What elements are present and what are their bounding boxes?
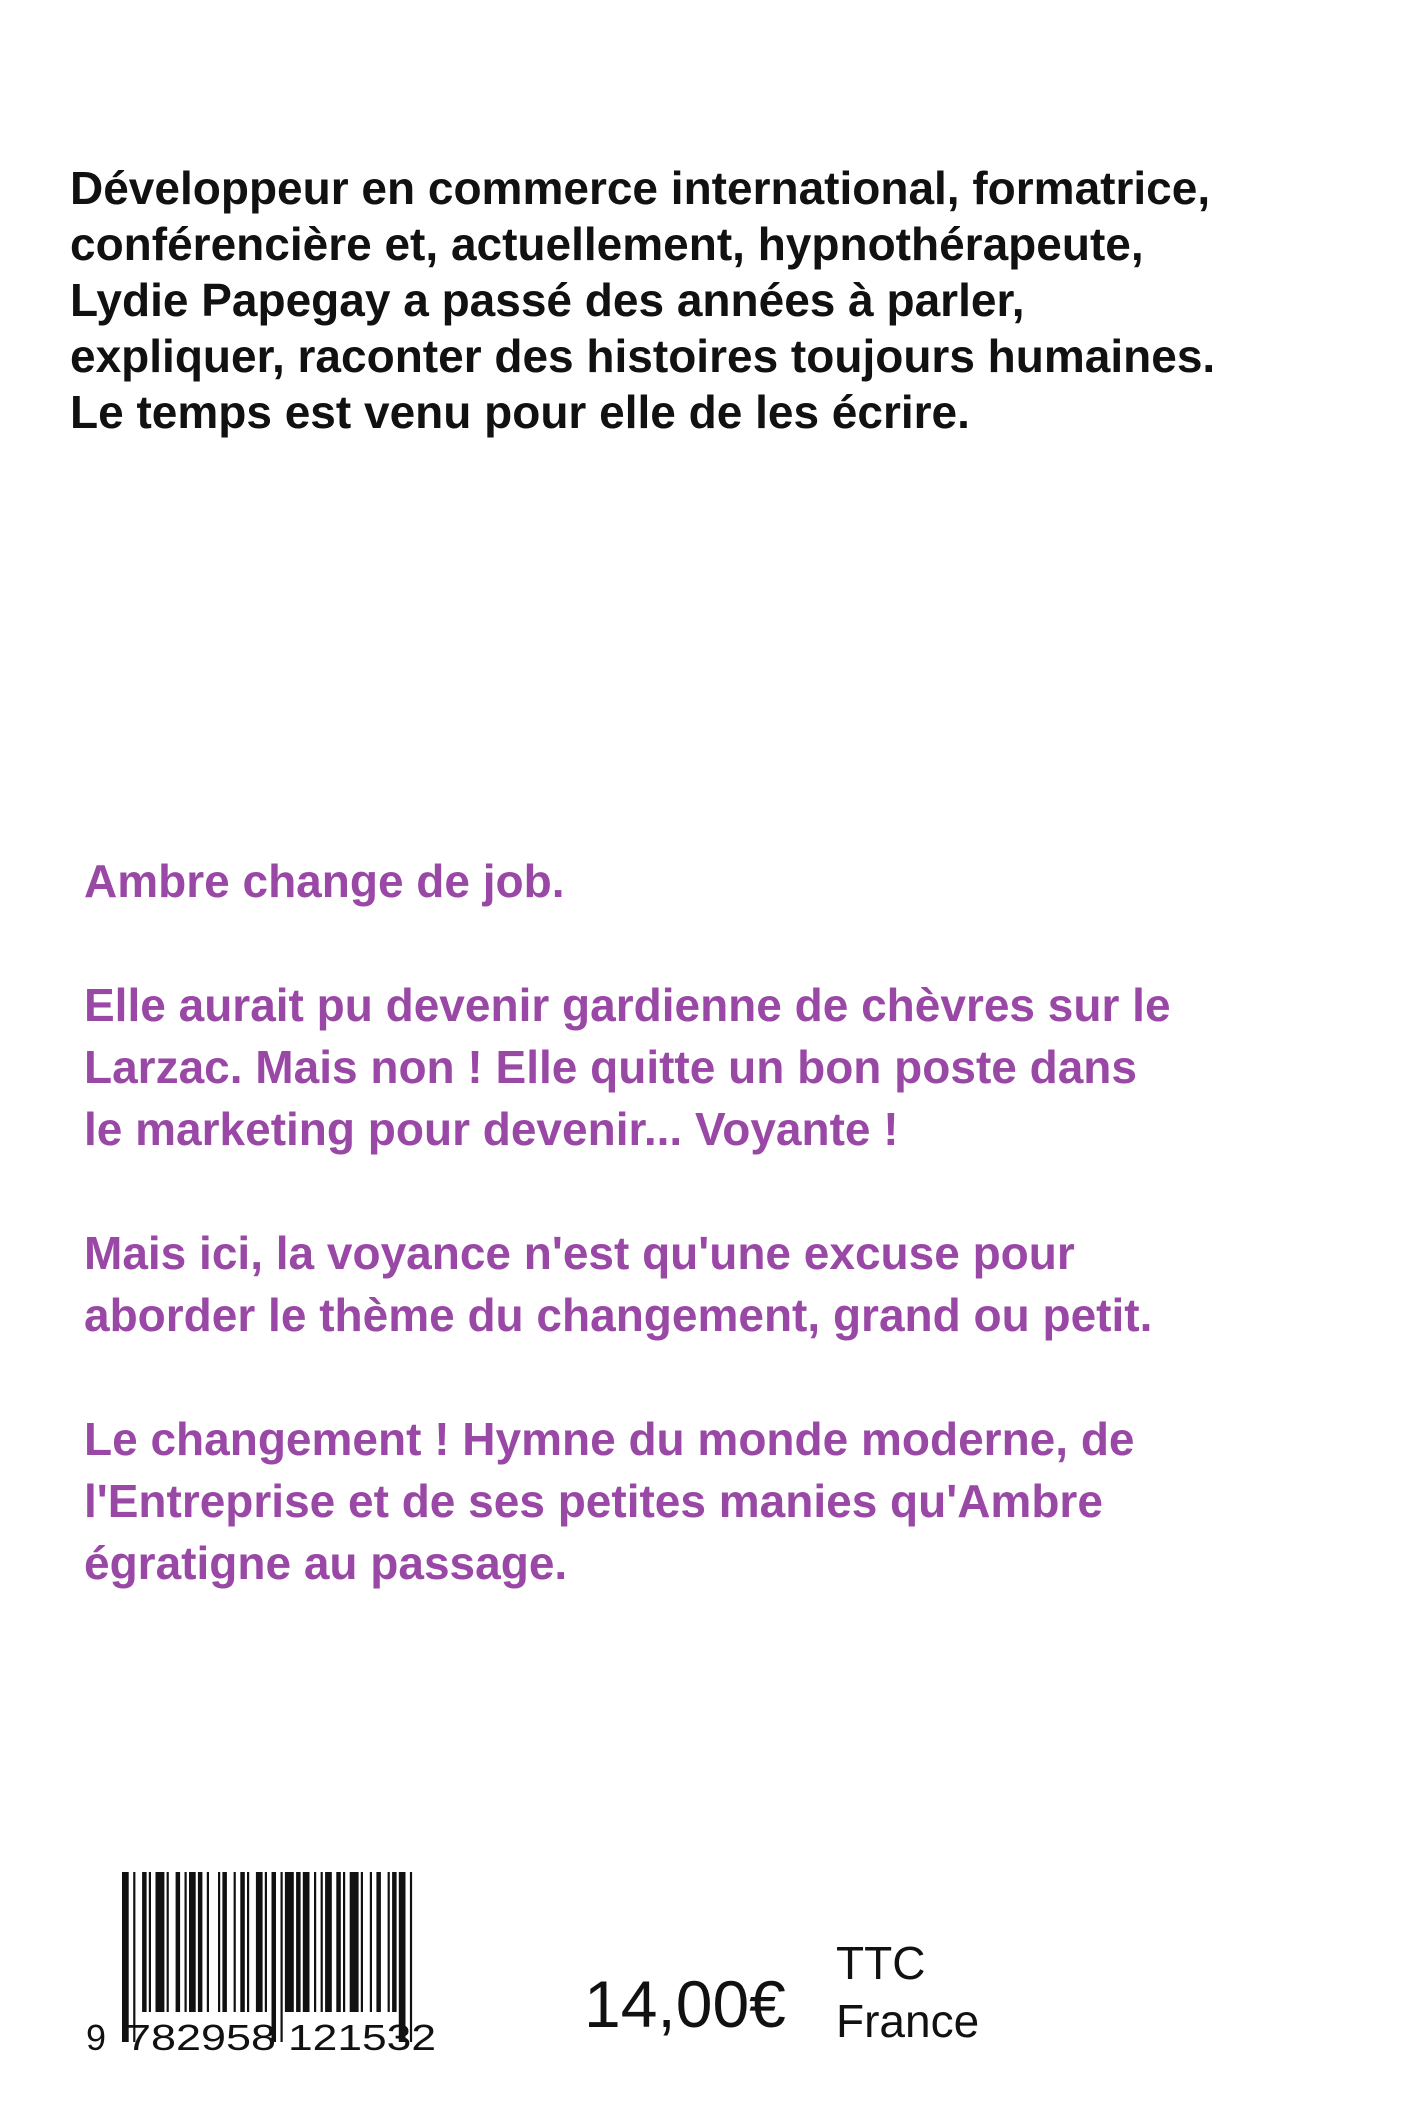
- barcode-bar: [207, 1872, 209, 2012]
- barcode-bar: [256, 1872, 263, 2012]
- barcode-bar: [392, 1872, 397, 2012]
- back-cover-blurb: [84, 850, 1404, 1656]
- barcode-bar: [265, 1872, 267, 2012]
- barcode-bar: [350, 1872, 359, 2012]
- author-bio-line: Lydie Papegay a passé des années à parler,: [70, 274, 1025, 326]
- barcode-bar: [149, 1872, 151, 2012]
- barcode-bar: [285, 1872, 294, 2012]
- barcode-bar: [376, 1872, 381, 2012]
- barcode-bar: [176, 1872, 181, 2012]
- barcode-bar: [314, 1872, 316, 2012]
- barcode-bar: [222, 1872, 227, 2012]
- barcode-bar: [388, 1872, 390, 2012]
- blurb-paragraph: [84, 974, 1404, 1160]
- barcode-bar: [198, 1872, 203, 2012]
- barcode-bar: [234, 1872, 236, 2012]
- blurb-line: Le changement ! Hymne du monde moderne, de: [84, 1413, 1135, 1465]
- barcode-bar: [370, 1872, 372, 2012]
- price-tax-note: [836, 1934, 979, 2050]
- barcode-bar: [361, 1872, 363, 2012]
- barcode-bar: [218, 1872, 220, 2012]
- barcode-bar: [281, 1872, 283, 2042]
- blurb-paragraph: [84, 1222, 1404, 1346]
- barcode-bar: [325, 1872, 332, 2012]
- barcode-bar: [296, 1872, 301, 2012]
- blurb-line: Elle aurait pu devenir gardienne de chèvres sur le: [84, 979, 1171, 1031]
- blurb-line: égratigne au passage.: [84, 1537, 568, 1589]
- blurb-line: l'Entreprise et de ses petites manies qu'Ambre: [84, 1475, 1103, 1527]
- blurb-paragraph: [84, 850, 1404, 912]
- author-bio-line: Développeur en commerce international, formatrice,: [70, 162, 1211, 214]
- tax-label: TTC: [836, 1937, 926, 1989]
- barcode-bar: [142, 1872, 147, 2012]
- blurb-line: le marketing pour devenir... Voyante !: [84, 1103, 899, 1155]
- barcode-bar: [321, 1872, 323, 2012]
- barcode-bar: [240, 1872, 245, 2012]
- country-label: France: [836, 1995, 980, 2047]
- barcode-graphic: [86, 1872, 476, 2062]
- barcode-bar: [336, 1872, 341, 2012]
- barcode-bar: [303, 1872, 310, 2012]
- barcode-digit-group: 782958: [126, 2017, 276, 2058]
- barcode-bar: [167, 1872, 169, 2012]
- barcode-bar: [189, 1872, 196, 2012]
- barcode-digit-group: 9: [86, 2017, 107, 2058]
- isbn-barcode: [86, 1872, 476, 2062]
- author-bio-line: Le temps est venu pour elle de les écrire.: [70, 386, 970, 438]
- barcode-digits: [86, 2017, 436, 2058]
- blurb-line: Larzac. Mais non ! Elle quitte un bon poste dans: [84, 1041, 1137, 1093]
- barcode-bar: [343, 1872, 345, 2012]
- price: 14,00€: [584, 1967, 786, 2041]
- author-bio-line: expliquer, raconter des histoires toujours humaines.: [70, 330, 1216, 382]
- blurb-paragraph: [84, 1408, 1404, 1594]
- blurb-line: Mais ici, la voyance n'est qu'une excuse pour: [84, 1227, 1075, 1279]
- barcode-bar: [247, 1872, 249, 2012]
- author-bio: [70, 160, 1370, 440]
- blurb-line: aborder le thème du changement, grand ou petit.: [84, 1289, 1153, 1341]
- blurb-line: Ambre change de job.: [84, 855, 565, 907]
- barcode-bar: [156, 1872, 165, 2012]
- barcode-bar: [185, 1872, 187, 2012]
- author-bio-line: conférencière et, actuellement, hypnothérapeute,: [70, 218, 1144, 270]
- barcode-digit-group: 121532: [288, 2017, 436, 2058]
